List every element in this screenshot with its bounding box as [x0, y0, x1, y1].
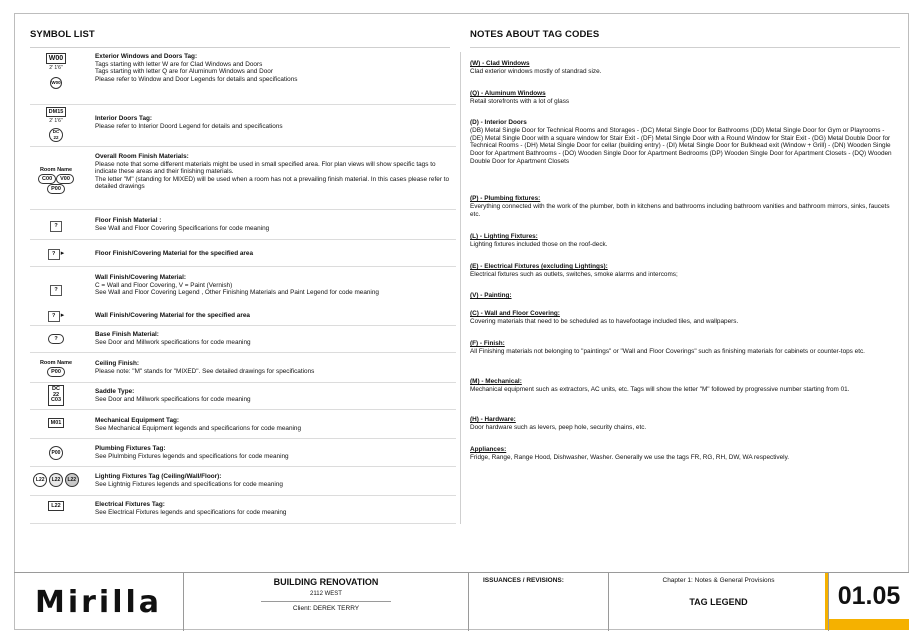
project-address: 2112 WEST: [310, 591, 342, 597]
symbol-text: Lighting Fixtures Tag (Ceiling/Wall/Floor): See Lightnig Fixtures legends and specifications for code meaning: [95, 473, 283, 488]
symbol-text: Interior Doors Tag: Please refer to Interior Doord Legend for details and specifications: [95, 115, 283, 130]
note-electrical-fixtures: (E) - Electrical Fixtures (excluding Lightings): Electrical fixtures such as outlets, switches, smoke alarms and intercoms;: [470, 263, 678, 278]
divider: [30, 209, 456, 210]
mechanical-tag-icon: M01: [30, 418, 82, 428]
sheet-title: TAG LEGEND: [689, 597, 748, 607]
symbol-text: Saddle Type: See Door and Millwork specifications for code meaning: [95, 388, 251, 403]
divider: [30, 438, 456, 439]
floor-light-icon: L22: [65, 473, 79, 487]
divider: [30, 47, 450, 48]
note-hardware: (H) - Hardware: Door hardware such as levers, peep hole, security chains, etc.: [470, 416, 647, 431]
divider: [470, 47, 900, 48]
symbol-text: Exterior Windows and Doors Tag: Tags starting with letter W are for Clad Windows and Doors Tags starting with letter Q are for Aluminum Windows and Door Please refer to Window and Door Legends for details and specifications: [95, 53, 298, 83]
note-mechanical: (M) - Mechanical: Mechanical equipment such as extractors, AC units, etc. Tags will show the letter "M" followed by progressive number starting from 01.: [470, 378, 850, 393]
plumbing-tag-icon: P00: [30, 446, 82, 460]
wall-area-tag-icon: ? ▸: [30, 311, 82, 322]
chapter-label: Chapter 1: Notes & General Provisions: [662, 577, 775, 584]
client-name: Client: DEREK TERRY: [292, 605, 360, 612]
symbol-text: Wall Finish/Covering Material for the specified area: [95, 312, 250, 319]
divider: [30, 239, 456, 240]
symbol-text: Wall Finish/Covering Material: C = Wall and Floor Covering, V = Paint (Vernish) See Wall and Floor Covering Legend , Other Finishing Materials and Paint Legend for code meaning: [95, 274, 379, 297]
divider: [30, 352, 456, 353]
symbol-text: Plumbing Fixtures Tag: See Plulmbing Fixtures legends and specifications for code meaning: [95, 445, 289, 460]
arrow-right-icon: ▸: [60, 311, 65, 319]
window-tag-icon: W00 2' 1'6" W00: [30, 53, 82, 89]
note-clad-windows: (W) - Clad Windows Clad exterior windows mostly of standrad size.: [470, 60, 602, 75]
door-tag-icon: DM15 2' 1'6" DC 22: [30, 107, 82, 142]
ceiling-finish-tag-icon: Room Name P00: [39, 360, 73, 375]
symbol-list-section: [30, 29, 450, 516]
wall-light-icon: L22: [49, 473, 63, 487]
base-finish-tag-icon: ?: [30, 334, 82, 344]
note-aluminum-windows: (Q) - Aluminum Windows Retail storefronts with a lot of glass: [470, 90, 570, 105]
sheet-number: 01.05: [829, 573, 909, 619]
wall-finish-tag-icon: ?: [30, 285, 82, 296]
room-finish-tag-icon: Room Name C00 V00P00: [39, 167, 73, 192]
divider: [30, 466, 456, 467]
electrical-tag-icon: L22: [30, 501, 82, 511]
divider: [30, 409, 456, 410]
note-painting: (V) - Painting:: [470, 292, 512, 299]
notes-section: [470, 29, 900, 461]
project-info: [184, 573, 469, 631]
symbol-text: Electrical Fixtures Tag: See Electrical Fixtures legends and specifications for code meaning: [95, 501, 287, 516]
symbol-text: Mechanical Equipment Tag: See Mechanical Equipment legends and specificarions for code meaning: [95, 417, 302, 432]
project-name: BUILDING RENOVATION: [273, 577, 379, 587]
notes-title: NOTES ABOUT TAG CODES: [470, 29, 600, 40]
divider: [30, 523, 456, 524]
note-plumbing-fixtures: (P) - Plumbing fixtures: Everything connected with the work of the plumber, both in kitchens and bathrooms including bathroom vanities and bathroom mirrors, sinks, faucets etc.: [470, 195, 890, 218]
symbol-list-title: SYMBOL LIST: [30, 29, 95, 40]
symbol-text: Overall Room Finish Materials: Please note that some different materials might be used in small specified area. Flor plan views will show specific tags to indicate these areas and their finishing materials. The letter "M" (standing for MIXED) will be used when a room has not a prevailing finish material. In this cases please refer to detailed drawings: [95, 153, 450, 191]
arrow-right-icon: ▸: [60, 249, 65, 257]
symbol-text: Floor Finish Material : See Wall and Floor Covering Specificarions for code meaning: [95, 217, 270, 232]
divider: [30, 325, 456, 326]
note-wall-floor-covering: (C) - Wall and Floor Covering: Covering materials that need to be scheduled as to havefootage included tiles, and wallpapers.: [470, 310, 739, 325]
floor-area-tag-icon: ? ▸: [30, 249, 82, 260]
divider: [261, 601, 391, 602]
note-finish: (F) - Finish: All Finishing materials not belonging to "paintings" or "Wall and Floor Coverings" such as finishing materials for cabinets or counter-tops etc.: [470, 340, 865, 355]
symbol-text: Floor Finish/Covering Material for the specified area: [95, 250, 254, 257]
divider: [30, 146, 456, 147]
ceiling-light-icon: L22: [33, 473, 47, 487]
note-appliances: Appliances: Fridge, Range, Range Hood, Dishwasher, Washer. Generally we use the tags FR, RG, RH, DW, WA respectively.: [470, 446, 790, 461]
divider: [30, 266, 456, 267]
divider: [30, 495, 456, 496]
divider: [30, 104, 456, 105]
saddle-tag-icon: DC 22 C03: [30, 385, 82, 406]
issuances-cell: [469, 573, 609, 631]
title-block: [14, 572, 909, 631]
floor-finish-tag-icon: ?: [30, 221, 82, 232]
lighting-tag-icons: [24, 473, 88, 487]
note-lighting-fixtures: (L) - Lighting Fixtures: Lighting fixtures included those on the roof-deck.: [470, 233, 608, 248]
column-divider: [460, 52, 461, 524]
symbol-text: Base Finish Material: See Door and Millwork specifications for code meaning: [95, 331, 251, 346]
symbol-text: Ceiling Finish: Please note: "M" stands for "MIXED". See detailed drawings for specifications: [95, 360, 315, 375]
issuances-label: ISSUANCES / REVISIONS:: [483, 577, 564, 584]
chapter-cell: [609, 573, 829, 631]
note-interior-doors: (D) - Interior Doors (DB) Metal Single Door for Technical Rooms and Storages - (DC) Metal Single Door for Bathrooms (DD) Metal Single Door for Gym or Playrooms - (DE) Metal Single Door with a square window for Stair Exit - (DF) Metal Single Door with a Round Window for Stair Exit - (DG) Metal Double Door for Technical Rooms - (DH) Metal Single Door for cellar (building entry) - (DI) Metal Single Door for Bulkhead exit (Window + Grill) - (DN) Wooden Single Door for Apartment Bathrooms - (DO) Wooden Single Door for Apartment Bedrooms (DP) Wooden Single Door for Apartment Closets - (DQ) Wooden Double Door for Apartment Closets: [470, 119, 892, 165]
divider: [30, 382, 456, 383]
company-logo: Mirilla: [14, 573, 184, 631]
